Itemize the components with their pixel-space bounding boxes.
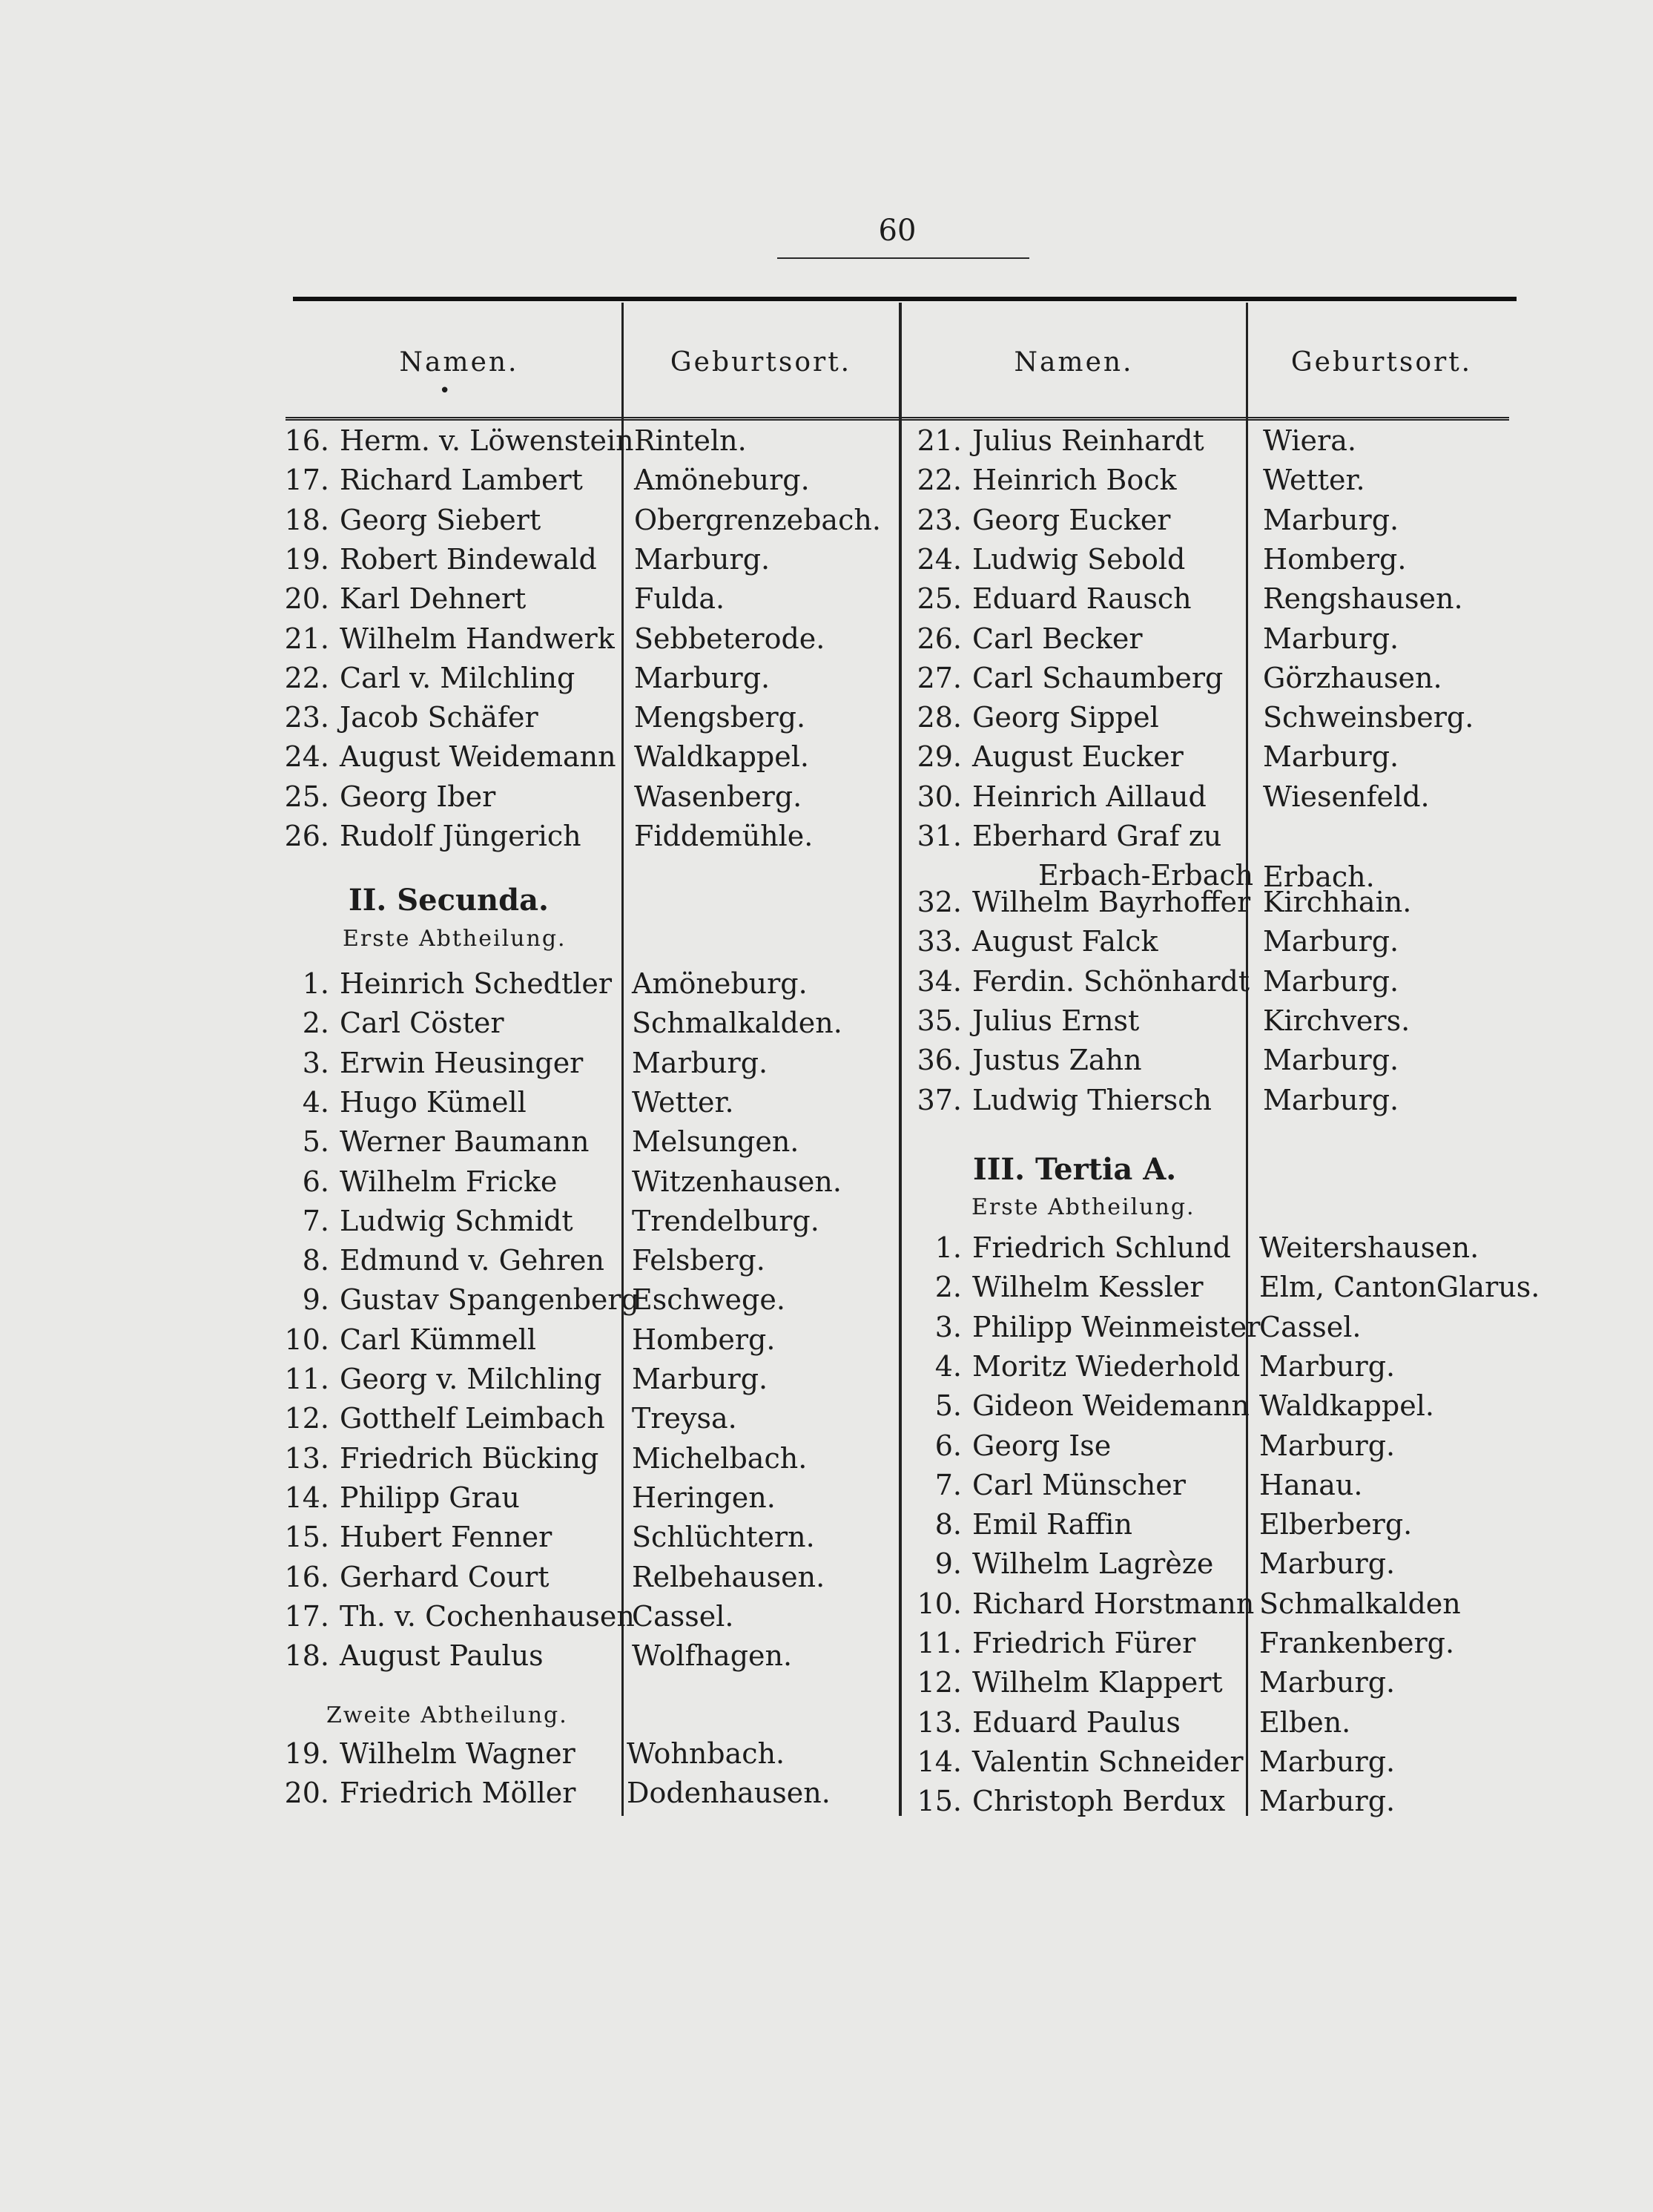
student-name: Ferdin. Schönhardt [972, 964, 1250, 998]
table-row [282, 701, 538, 734]
row-number: 16. [284, 424, 329, 457]
row-number: 33. [917, 925, 962, 958]
table-row [282, 622, 615, 655]
header-right-places: Geburtsort. [1290, 347, 1473, 378]
student-name: August Paulus [340, 1639, 544, 1673]
birthplace: Melsungen. [632, 1125, 799, 1159]
row-number: 4. [934, 1349, 962, 1383]
birthplace: Homberg. [1263, 542, 1407, 576]
birthplace: Cassel. [632, 1599, 734, 1633]
birthplace: Wetter. [632, 1085, 734, 1119]
table-row [908, 1666, 1223, 1699]
table-row [282, 1323, 537, 1356]
student-name: August Falck [972, 925, 1158, 958]
birthplace: Marburg. [1259, 1745, 1396, 1778]
row-number: 10. [284, 1323, 329, 1356]
birthplace: Wetter. [1263, 464, 1365, 497]
birthplace: Elben. [1259, 1705, 1351, 1739]
row-number: 23. [917, 503, 962, 536]
birthplace: Frankenberg. [1259, 1627, 1455, 1659]
student-name: Hubert Fenner [340, 1521, 552, 1554]
table-row [908, 1587, 1255, 1620]
table-row [282, 780, 496, 813]
student-name: Wilhelm Lagrèze [972, 1547, 1214, 1581]
row-number: 27. [917, 661, 962, 694]
birthplace: Elm, CantonGlarus. [1259, 1271, 1540, 1304]
birthplace: Hanau. [1259, 1468, 1363, 1501]
student-name: Philipp Weinmeister [972, 1310, 1261, 1343]
table-row [908, 503, 1171, 536]
birthplace: Amöneburg. [632, 967, 808, 1000]
row-number: 32. [917, 886, 962, 918]
student-name: Rudolf Jüngerich [340, 820, 581, 852]
row-number: 26. [284, 820, 329, 852]
table-row [282, 1521, 552, 1554]
row-number: 13. [917, 1705, 962, 1739]
student-name: Carl Kümmell [340, 1323, 537, 1356]
student-name: Robert Bindewald [340, 542, 597, 576]
table-row [282, 1204, 573, 1237]
row-number: 21. [917, 424, 962, 457]
birthplace: Dodenhausen. [627, 1777, 831, 1810]
row-number: 22. [917, 464, 962, 497]
table-row [908, 1629, 1195, 1657]
birthplace: Marburg. [1259, 1429, 1396, 1462]
table-row [282, 1007, 504, 1040]
row-number: 19. [284, 1737, 329, 1770]
student-name: Gideon Weidemann [972, 1389, 1250, 1423]
table-header-rule [286, 417, 1509, 421]
table-row [908, 1083, 1212, 1116]
birthplace: Waldkappel. [1259, 1389, 1434, 1423]
student-name: Ludwig Sebold [972, 542, 1186, 576]
row-number: 24. [284, 740, 329, 774]
table-row [282, 1441, 599, 1475]
birthplace: Trendelburg. [632, 1204, 819, 1237]
row-number: 2. [302, 1007, 329, 1040]
birthplace: Marburg. [1263, 740, 1399, 774]
table-row [282, 822, 581, 850]
student-name: Ludwig Schmidt [340, 1204, 573, 1237]
student-name: Heinrich Aillaud [972, 780, 1207, 813]
table-row [908, 964, 1250, 998]
table-row [908, 424, 1204, 457]
student-name: Wilhelm Kessler [972, 1271, 1204, 1304]
column-divider-center [899, 303, 902, 1816]
student-name: Eduard Rausch [972, 582, 1192, 616]
birthplace: Marburg. [1259, 1785, 1396, 1818]
table-row [908, 701, 1159, 734]
student-name: Friedrich Bücking [340, 1441, 599, 1475]
section-title-tertia: III. Tertia A. [973, 1152, 1177, 1187]
student-name: Christoph Berdux [972, 1785, 1226, 1818]
table-row [908, 1508, 1132, 1541]
student-name: Carl Münscher [972, 1468, 1186, 1501]
table-row [908, 1468, 1186, 1501]
table-row [282, 1165, 558, 1198]
row-number: 23. [284, 701, 329, 734]
student-name: Friedrich Fürer [972, 1627, 1196, 1659]
student-name: Karl Dehnert [340, 582, 527, 616]
table-row [908, 1271, 1204, 1304]
student-name: Ludwig Thiersch [972, 1083, 1212, 1116]
table-row [908, 1044, 1142, 1077]
birthplace: Wohnbach. [627, 1737, 785, 1770]
row-number: 12. [284, 1402, 329, 1435]
table-row [908, 1389, 1250, 1423]
student-name: Philipp Grau [340, 1481, 520, 1514]
table-row [908, 622, 1143, 655]
table-row [282, 1599, 635, 1633]
birthplace: Schlüchtern. [632, 1521, 815, 1554]
table-row [908, 1745, 1244, 1778]
birthplace: Erbach. [1263, 860, 1375, 894]
birthplace: Obergrenzebach. [634, 503, 881, 536]
table-row [282, 424, 634, 457]
row-number: 5. [302, 1125, 329, 1159]
student-name: Valentin Schneider [972, 1745, 1244, 1778]
student-name: Georg v. Milchling [340, 1363, 602, 1395]
table-row [908, 1231, 1231, 1264]
student-name: Wilhelm Handwerk [340, 622, 615, 655]
birthplace: Mengsberg. [634, 701, 806, 734]
table-row [908, 1547, 1214, 1581]
row-number: 35. [917, 1004, 962, 1037]
birthplace: Homberg. [632, 1323, 776, 1356]
student-name: Hugo Kümell [340, 1085, 527, 1119]
row-number: 1. [302, 967, 329, 1000]
row-number: 15. [917, 1785, 962, 1818]
row-number: 30. [917, 780, 962, 813]
student-name: Moritz Wiederhold [972, 1349, 1241, 1383]
row-number: 8. [302, 1244, 329, 1277]
section-sub-secunda-second: Zweite Abtheilung. [326, 1702, 568, 1728]
row-number: 6. [934, 1429, 962, 1462]
row-number: 25. [917, 582, 962, 616]
table-row [282, 1283, 639, 1317]
table-row [908, 925, 1158, 958]
student-name: Edmund v. Gehren [340, 1244, 605, 1277]
student-name: Georg Ise [972, 1429, 1112, 1462]
birthplace: Rengshausen. [1263, 582, 1463, 616]
student-name: Carl v. Milchling [340, 661, 575, 694]
section-title-secunda: II. Secunda. [349, 883, 549, 918]
table-row [282, 740, 616, 774]
student-name: Th. v. Cochenhausen [340, 1599, 635, 1633]
header-left-names: Namen. [399, 347, 519, 378]
birthplace: Marburg. [1259, 1349, 1396, 1383]
row-number: 15. [284, 1521, 329, 1554]
column-divider-left [621, 303, 624, 1816]
birthplace: Marburg. [632, 1363, 768, 1395]
birthplace: Görzhausen. [1263, 661, 1442, 694]
row-number: 1. [934, 1231, 962, 1264]
row-number: 20. [284, 1777, 329, 1810]
table-row [282, 1739, 575, 1768]
birthplace: Weitershausen. [1259, 1231, 1479, 1264]
student-name: Gerhard Court [340, 1560, 550, 1593]
row-number: 2. [934, 1271, 962, 1304]
student-name: Heinrich Schedtler [340, 967, 613, 1000]
student-name: August Weidemann [340, 740, 616, 774]
table-row [282, 1125, 590, 1159]
table-row [908, 661, 1224, 694]
birthplace: Relbehausen. [632, 1560, 825, 1593]
row-number: 16. [284, 1560, 329, 1593]
birthplace: Wasenberg. [634, 780, 802, 813]
birthplace: Felsberg. [632, 1244, 765, 1277]
row-number: 9. [934, 1547, 962, 1581]
birthplace: Schmalkalden [1259, 1587, 1461, 1620]
row-number: 12. [917, 1666, 962, 1699]
student-name: August Eucker [972, 740, 1184, 774]
row-number: 13. [284, 1441, 329, 1475]
header-right-names: Namen. [1014, 347, 1134, 378]
student-name: Wilhelm Wagner [340, 1737, 575, 1770]
birthplace: Elberberg. [1259, 1508, 1413, 1541]
row-number: 6. [302, 1165, 329, 1198]
student-name: Herm. v. Löwenstein [340, 424, 634, 457]
row-number: 7. [302, 1204, 329, 1237]
student-name: Gotthelf Leimbach [340, 1402, 605, 1435]
student-name: Julius Ernst [972, 1004, 1140, 1037]
row-number: 17. [284, 464, 329, 497]
birthplace: Michelbach. [632, 1441, 808, 1475]
birthplace: Witzenhausen. [632, 1165, 842, 1198]
table-row [282, 1244, 605, 1277]
student-name: Richard Lambert [340, 464, 583, 497]
birthplace: Sebbeterode. [634, 622, 825, 655]
birthplace: Amöneburg. [634, 464, 810, 497]
birthplace: Marburg. [632, 1046, 768, 1079]
student-name: Wilhelm Bayrhoffer [972, 886, 1251, 918]
table-row [282, 967, 613, 1000]
row-number: 9. [302, 1283, 329, 1317]
row-number: 24. [917, 542, 962, 576]
student-name: Eduard Paulus [972, 1705, 1181, 1739]
birthplace: Wiesenfeld. [1263, 780, 1430, 813]
birthplace: Wolfhagen. [632, 1639, 793, 1673]
row-number: 18. [284, 503, 329, 536]
table-row [282, 1777, 576, 1810]
student-name: Georg Eucker [972, 503, 1171, 536]
student-name: Justus Zahn [972, 1044, 1142, 1077]
student-name: Richard Horstmann [972, 1587, 1255, 1620]
header-dot: • [439, 380, 451, 402]
table-row [282, 503, 541, 536]
table-row [908, 1705, 1181, 1739]
table-row [908, 542, 1186, 576]
table-row [908, 1349, 1241, 1383]
student-name: Gustav Spangenberg [340, 1283, 639, 1317]
student-name: Julius Reinhardt [972, 424, 1204, 457]
table-row [282, 582, 527, 616]
table-row [282, 1085, 527, 1119]
table-row [282, 661, 575, 694]
student-name: Wilhelm Fricke [340, 1165, 558, 1198]
table-top-rule [293, 297, 1517, 301]
row-number: 5. [934, 1389, 962, 1423]
student-name: Erwin Heusinger [340, 1046, 584, 1079]
birthplace: Schweinsberg. [1263, 701, 1474, 734]
row-number: 37. [917, 1083, 962, 1116]
student-name: Carl Cöster [340, 1007, 504, 1040]
birthplace: Kirchhain. [1263, 886, 1412, 918]
student-name: Jacob Schäfer [340, 701, 538, 734]
student-name: Carl Schaumberg [972, 661, 1224, 694]
page-number-rule [777, 257, 1029, 259]
birthplace: Marburg. [634, 661, 771, 694]
birthplace: Marburg. [1263, 925, 1399, 958]
birthplace: Waldkappel. [634, 740, 809, 774]
row-number: 11. [917, 1627, 962, 1659]
row-number: 28. [917, 701, 962, 734]
row-number: 3. [934, 1310, 962, 1343]
birthplace: Marburg. [1263, 1044, 1399, 1077]
row-number: 26. [917, 622, 962, 655]
header-left-places: Geburtsort. [670, 347, 852, 378]
table-row [282, 1365, 602, 1393]
row-number: 25. [284, 780, 329, 813]
birthplace: Rinteln. [634, 424, 747, 457]
table-row [908, 582, 1192, 616]
table-row [282, 1402, 605, 1435]
table-row [908, 1310, 1261, 1343]
student-name: Georg Siebert [340, 503, 541, 536]
student-name: Friedrich Möller [340, 1777, 576, 1810]
student-name: Friedrich Schlund [972, 1231, 1231, 1264]
birthplace: Wiera. [1263, 424, 1356, 457]
row-number: 4. [302, 1085, 329, 1119]
birthplace: Marburg. [634, 542, 771, 576]
birthplace: Cassel. [1259, 1310, 1362, 1343]
section-sub-tertia-first: Erste Abtheilung. [971, 1194, 1195, 1220]
row-number: 11. [284, 1363, 329, 1395]
birthplace: Marburg. [1263, 1083, 1399, 1116]
birthplace: Marburg. [1263, 622, 1399, 655]
table-row [282, 464, 583, 497]
table-row [908, 1429, 1112, 1462]
birthplace: Fiddemühle. [634, 820, 814, 852]
birthplace: Kirchvers. [1263, 1004, 1411, 1037]
row-number: 21. [284, 622, 329, 655]
table-row [908, 1785, 1226, 1818]
student-name: Eberhard Graf zu [972, 820, 1222, 852]
row-number: 36. [917, 1044, 962, 1077]
birthplace: Schmalkalden. [632, 1007, 842, 1040]
student-name: Werner Baumann [340, 1125, 590, 1159]
row-number: 17. [284, 1599, 329, 1633]
birthplace: Marburg. [1263, 503, 1399, 536]
birthplace: Marburg. [1263, 964, 1399, 998]
table-row [908, 780, 1207, 813]
student-name-continued: Erbach-Erbach [1038, 859, 1254, 892]
student-name: Wilhelm Klappert [972, 1666, 1223, 1699]
row-number: 18. [284, 1639, 329, 1673]
row-number: 34. [917, 964, 962, 998]
row-number: 10. [917, 1587, 962, 1620]
row-number: 31. [917, 820, 962, 852]
student-name: Georg Iber [340, 780, 496, 813]
row-number: 14. [284, 1481, 329, 1514]
birthplace: Fulda. [634, 582, 725, 616]
page-number: 60 [878, 214, 917, 248]
table-row [908, 1004, 1140, 1037]
table-row [282, 542, 597, 576]
student-name: Georg Sippel [972, 701, 1159, 734]
student-name: Carl Becker [972, 622, 1143, 655]
table-row [282, 1639, 544, 1673]
birthplace: Treysa. [632, 1402, 737, 1435]
table-row [908, 822, 1221, 850]
table-row [282, 1560, 550, 1593]
birthplace: Heringen. [632, 1481, 776, 1514]
table-row [282, 1481, 520, 1514]
section-sub-secunda-first: Erste Abtheilung. [343, 926, 567, 952]
table-row [282, 1046, 584, 1079]
row-number: 29. [917, 740, 962, 774]
student-name: Emil Raffin [972, 1508, 1132, 1541]
table-row [908, 464, 1177, 497]
birthplace: Marburg. [1259, 1547, 1396, 1581]
row-number: 14. [917, 1745, 962, 1778]
birthplace: Marburg. [1259, 1666, 1396, 1699]
row-number: 22. [284, 661, 329, 694]
row-number: 3. [302, 1046, 329, 1079]
birthplace: Eschwege. [632, 1283, 785, 1317]
row-number: 8. [934, 1508, 962, 1541]
row-number: 19. [284, 542, 329, 576]
table-row [908, 740, 1184, 774]
student-name: Heinrich Bock [972, 464, 1177, 497]
row-number: 7. [934, 1468, 962, 1501]
row-number: 20. [284, 582, 329, 616]
table-row [908, 888, 1250, 916]
